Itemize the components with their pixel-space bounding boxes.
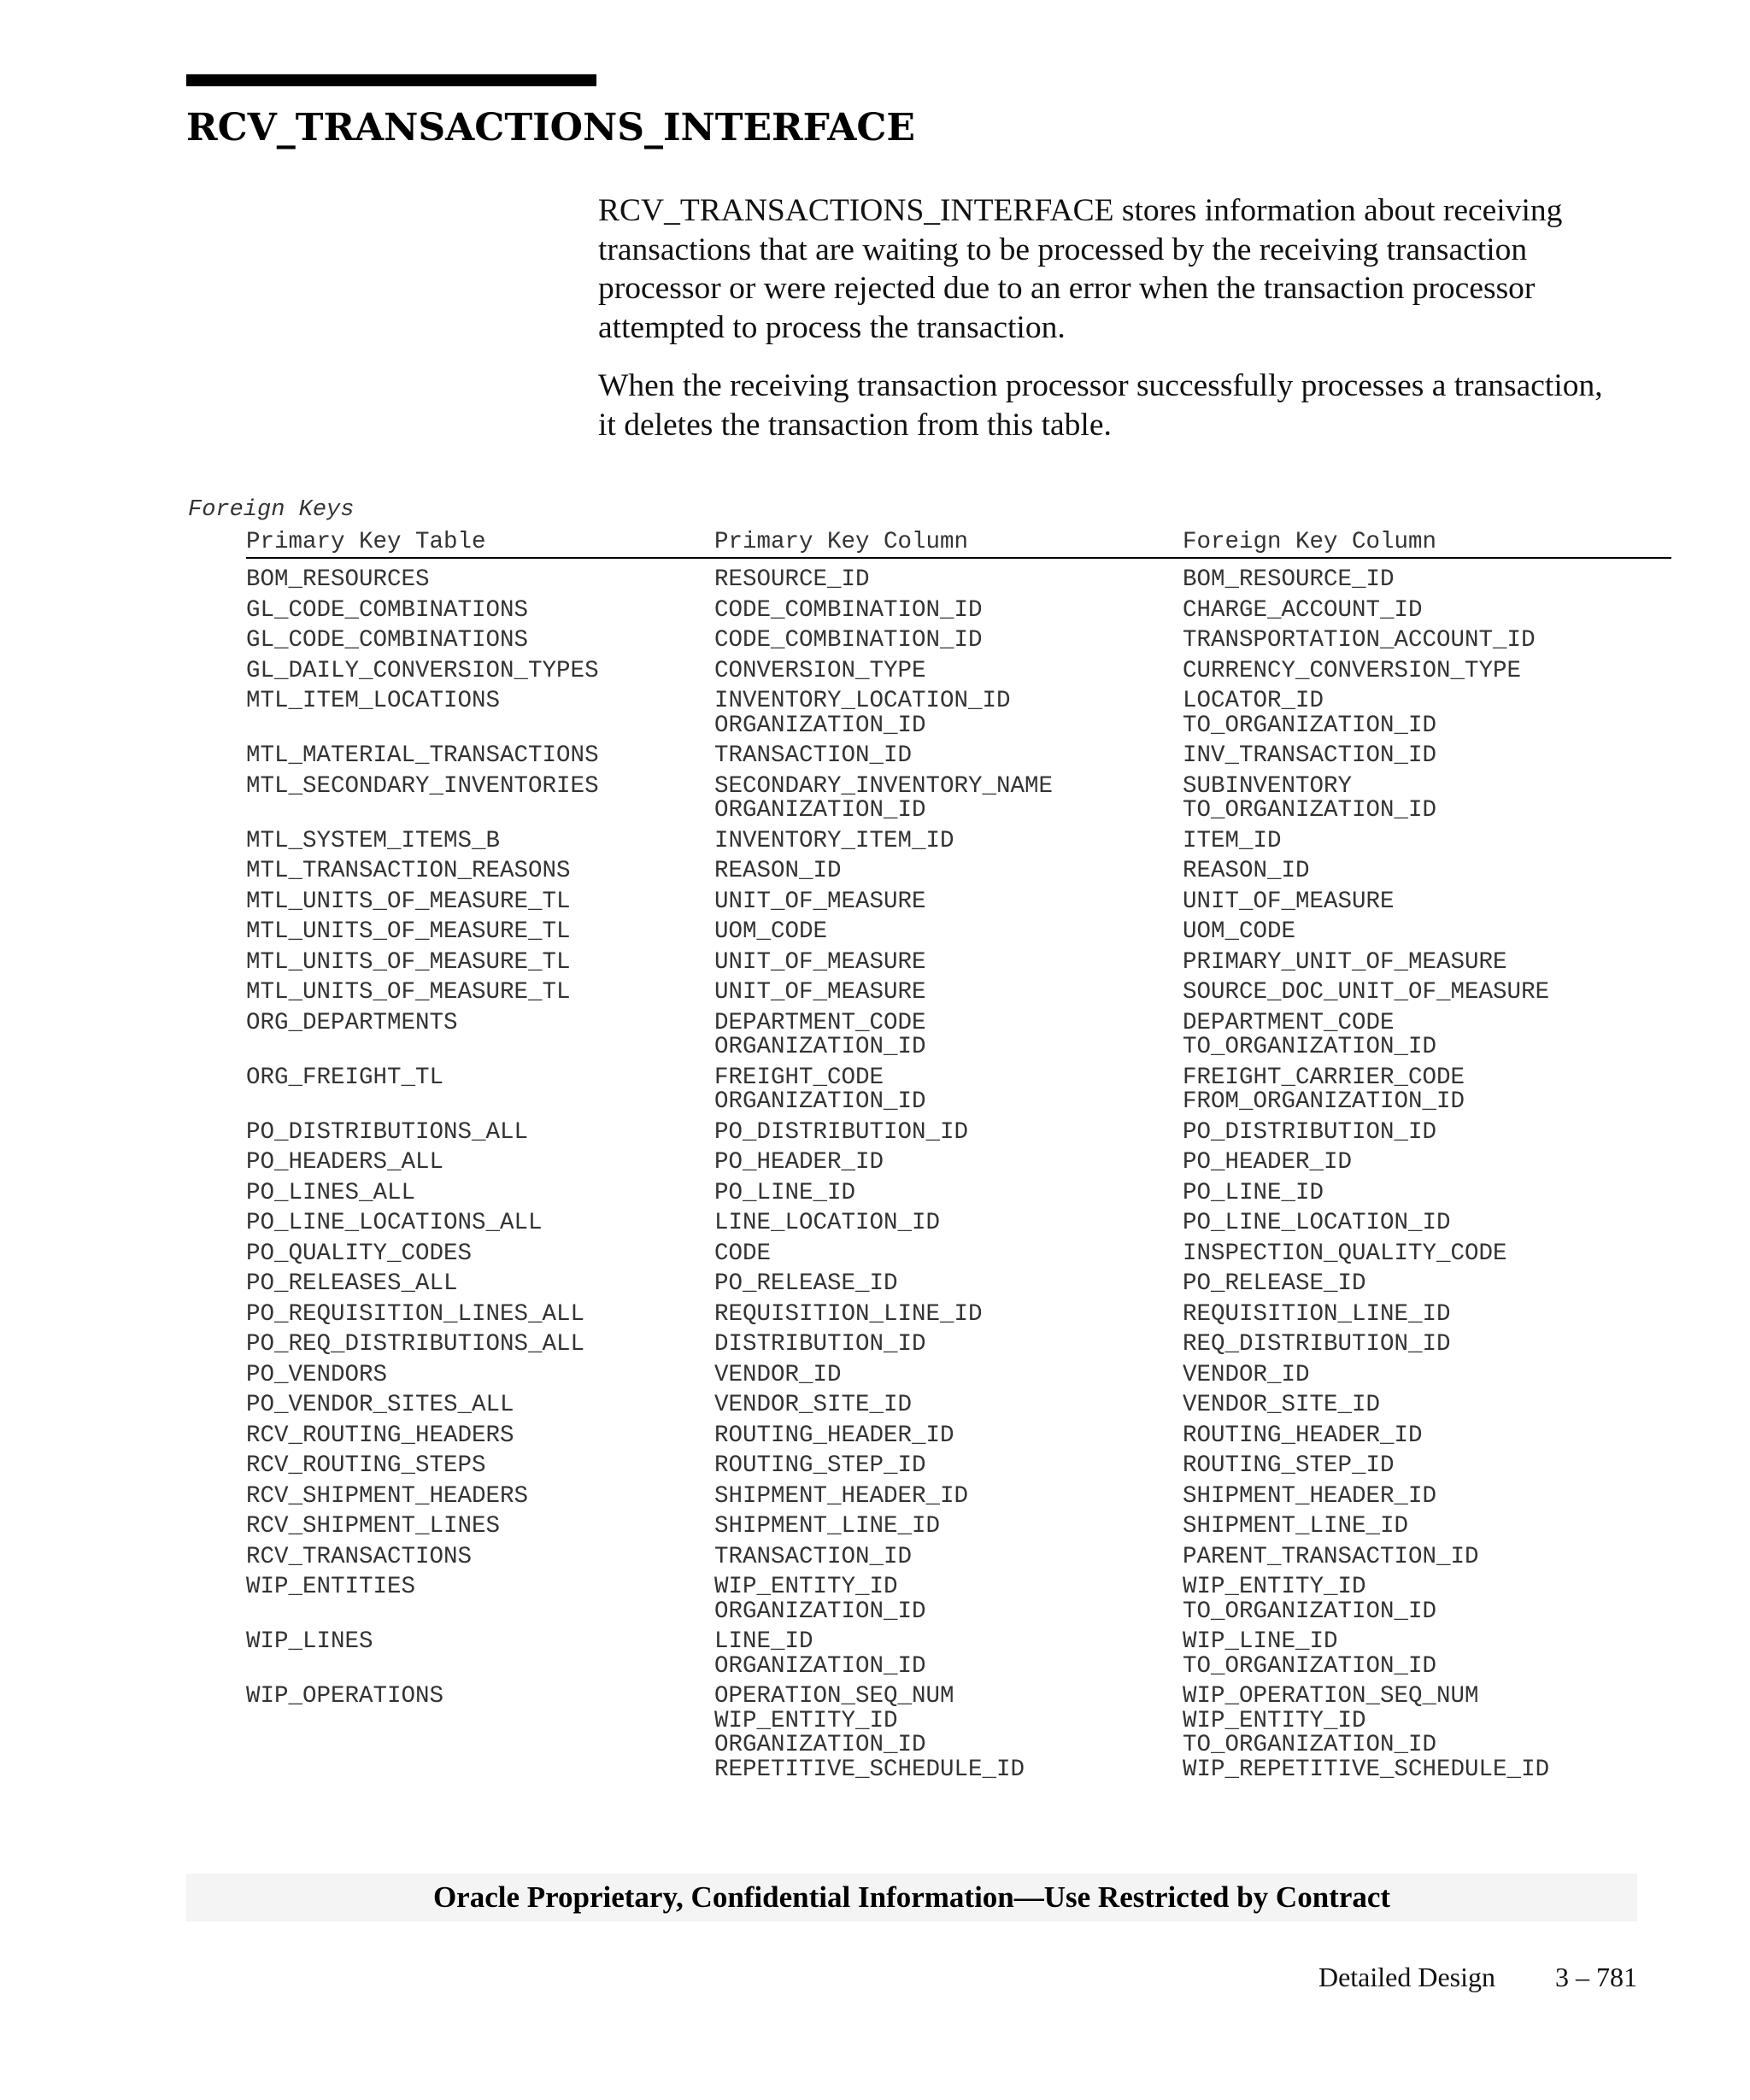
foreign-key-column-cell <box>1183 568 1671 593</box>
cell-text: RCV_TRANSACTIONS <box>246 1543 473 1570</box>
cell-text: PO_HEADER_ID <box>1183 1149 1353 1176</box>
foreign-key-column-cell <box>1183 1424 1671 1449</box>
cell-text: PO_QUALITY_CODES <box>246 1240 473 1267</box>
foreign-key-column-cell <box>1183 1272 1671 1297</box>
cell-text: PO_HEADERS_ALL <box>246 1149 444 1176</box>
primary-key-column-cell <box>714 920 1183 945</box>
table-row <box>246 657 1671 684</box>
cell-text: WIP_OPERATIONS <box>246 1683 444 1710</box>
foreign-key-column-cell <box>1183 1333 1671 1358</box>
header-primary-key-column: Primary Key Column <box>714 529 969 555</box>
cell-text: SHIPMENT_LINE_ID <box>714 1513 941 1540</box>
table-row <box>246 1685 1671 1782</box>
cell-text: VENDOR_ID <box>714 1361 842 1388</box>
confidential-banner <box>186 1874 1637 1921</box>
cell-text: MTL_SYSTEM_ITEMS_B <box>246 827 501 854</box>
foreign-key-column-cell <box>1183 1685 1671 1782</box>
header-primary-key-table: Primary Key Table <box>246 529 486 555</box>
table-row <box>246 890 1671 915</box>
primary-key-column-cell <box>714 1333 1183 1358</box>
cell-text: MTL_UNITS_OF_MEASURE_TL <box>246 888 571 915</box>
cell-text: PO_DISTRIBUTIONS_ALL <box>246 1118 529 1146</box>
cell-text: PO_RELEASE_ID <box>1183 1270 1366 1297</box>
cell-text: MTL_ITEM_LOCATIONS <box>246 688 501 714</box>
description-paragraph-2: When the receiving transaction processor successfully processes a transaction, it deletes the transaction from this table. <box>598 368 1603 443</box>
cell-text: WIP_LINE_ID <box>1183 1628 1338 1655</box>
cell-text: PO_LINES_ALL <box>246 1179 416 1206</box>
table-row <box>246 1151 1671 1176</box>
primary-key-column-cell <box>714 689 1183 738</box>
cell-text: GL_CODE_COMBINATIONS <box>246 627 529 654</box>
cell-text: PO_LINE_LOCATIONS_ALL <box>246 1210 543 1236</box>
table-row <box>246 596 1671 624</box>
cell-text: PO_DISTRIBUTION_ID <box>714 1118 969 1146</box>
cell-text: SOURCE_DOC_UNIT_OF_MEASURE <box>1183 979 1550 1006</box>
foreign-key-column-cell <box>1183 657 1671 684</box>
cell-text: CURRENCY_CONVERSION_TYPE <box>1183 657 1522 684</box>
primary-key-table-cell <box>246 1685 714 1782</box>
cell-text: TRANSACTION_ID <box>714 1543 913 1570</box>
primary-key-table-cell <box>246 1300 714 1328</box>
foreign-key-column-cell <box>1183 1151 1671 1176</box>
table-row <box>246 1630 1671 1679</box>
foreign-key-column-cell <box>1183 1118 1671 1146</box>
table-row <box>246 1009 1671 1060</box>
table-row <box>246 772 1671 824</box>
primary-key-table-cell <box>246 1242 714 1267</box>
cell-text: TO_ORGANIZATION_ID <box>1183 797 1437 824</box>
primary-key-column-cell <box>714 1300 1183 1328</box>
table-row <box>246 948 1671 976</box>
table-row <box>246 1575 1671 1624</box>
cell-text: WIP_ENTITY_ID <box>714 1707 898 1734</box>
foreign-key-column-cell <box>1183 1242 1671 1267</box>
cell-text: PO_VENDOR_SITES_ALL <box>246 1392 514 1418</box>
foreign-key-column-cell <box>1183 596 1671 624</box>
foreign-key-column-cell <box>1183 1066 1671 1115</box>
cell-text: CHARGE_ACCOUNT_ID <box>1183 596 1423 624</box>
foreign-key-column-cell <box>1183 859 1671 884</box>
cell-text: MTL_TRANSACTION_REASONS <box>246 858 571 884</box>
cell-text: REQUISITION_LINE_ID <box>714 1300 983 1328</box>
cell-text: ROUTING_STEP_ID <box>1183 1452 1395 1479</box>
cell-text: OPERATION_SEQ_NUM <box>714 1683 954 1710</box>
primary-key-table-cell <box>246 920 714 945</box>
cell-text: SUBINVENTORY <box>1183 772 1353 800</box>
header-rule <box>186 74 596 86</box>
foreign-key-column-cell <box>1183 827 1671 854</box>
table-row <box>246 1361 1671 1388</box>
foreign-key-column-cell <box>1183 1393 1671 1418</box>
cell-text: REPETITIVE_SCHEDULE_ID <box>714 1756 1025 1783</box>
primary-key-table-cell <box>246 1211 714 1236</box>
primary-key-table-cell <box>246 1151 714 1176</box>
cell-text: TRANSPORTATION_ACCOUNT_ID <box>1183 627 1536 654</box>
table-row <box>246 1393 1671 1418</box>
cell-text: UNIT_OF_MEASURE <box>1183 888 1395 915</box>
primary-key-table-cell <box>246 981 714 1006</box>
primary-key-column-cell <box>714 1211 1183 1236</box>
primary-key-table-cell <box>246 948 714 976</box>
cell-text: CODE_COMBINATION_ID <box>714 596 983 624</box>
primary-key-column-cell <box>714 859 1183 884</box>
table-row <box>246 1424 1671 1449</box>
primary-key-table-cell <box>246 657 714 684</box>
page-title: RCV_TRANSACTIONS_INTERFACE <box>186 106 915 150</box>
foreign-key-column-cell <box>1183 1211 1671 1236</box>
foreign-key-column-cell <box>1183 981 1671 1006</box>
cell-text: FREIGHT_CODE <box>714 1064 884 1091</box>
primary-key-column-cell <box>714 1482 1183 1510</box>
cell-text: PO_RELEASE_ID <box>714 1270 898 1297</box>
primary-key-column-cell <box>714 1575 1183 1624</box>
cell-text: GL_DAILY_CONVERSION_TYPES <box>246 657 599 684</box>
foreign-key-column-cell <box>1183 1482 1671 1510</box>
table-row <box>246 568 1671 593</box>
cell-text: MTL_MATERIAL_TRANSACTIONS <box>246 742 599 769</box>
table-row <box>246 1333 1671 1358</box>
primary-key-table-cell <box>246 1630 714 1679</box>
primary-key-column-cell <box>714 744 1183 769</box>
cell-text: PO_LINE_ID <box>1183 1179 1324 1206</box>
description <box>598 191 1624 464</box>
cell-text: DEPARTMENT_CODE <box>714 1009 926 1036</box>
cell-text: GL_CODE_COMBINATIONS <box>246 596 529 624</box>
foreign-keys-table <box>246 528 1671 1788</box>
table-row <box>246 1118 1671 1146</box>
cell-text: WIP_OPERATION_SEQ_NUM <box>1183 1683 1479 1710</box>
foreign-key-column-cell <box>1183 629 1671 654</box>
page-number: 3 – 781 <box>1555 1962 1637 1992</box>
cell-text: INVENTORY_LOCATION_ID <box>714 688 1011 714</box>
primary-key-table-cell <box>246 1393 714 1418</box>
primary-key-column-cell <box>714 981 1183 1006</box>
page-footer <box>1318 1962 1637 1993</box>
primary-key-table-cell <box>246 568 714 593</box>
cell-text: TRANSACTION_ID <box>714 742 913 769</box>
cell-text: ORGANIZATION_ID <box>714 1598 926 1625</box>
primary-key-column-cell <box>714 1424 1183 1449</box>
primary-key-column-cell <box>714 890 1183 915</box>
primary-key-column-cell <box>714 657 1183 684</box>
primary-key-table-cell <box>246 596 714 624</box>
section-name: Detailed Design <box>1318 1962 1495 1992</box>
cell-text: RESOURCE_ID <box>714 566 870 593</box>
primary-key-table-cell <box>246 629 714 654</box>
primary-key-table-cell <box>246 1515 714 1540</box>
table-row <box>246 981 1671 1006</box>
cell-text: ROUTING_HEADER_ID <box>1183 1422 1423 1449</box>
primary-key-column-cell <box>714 1179 1183 1206</box>
description-paragraph-1: RCV_TRANSACTIONS_INTERFACE stores information about receiving transactions that are waiting to be processed by the receiving transaction processor or were rejected due to an error when the transaction processor attempted to process the transaction. <box>598 193 1563 345</box>
cell-text: PO_LINE_ID <box>714 1179 856 1206</box>
cell-text: SHIPMENT_HEADER_ID <box>714 1482 969 1510</box>
cell-text: SHIPMENT_HEADER_ID <box>1183 1482 1437 1510</box>
cell-text: PO_RELEASES_ALL <box>246 1270 458 1297</box>
cell-text: RCV_ROUTING_HEADERS <box>246 1422 514 1449</box>
table-row <box>246 1300 1671 1328</box>
cell-text: ORGANIZATION_ID <box>714 797 926 824</box>
table-row <box>246 1179 1671 1206</box>
cell-text: ORG_DEPARTMENTS <box>246 1009 458 1036</box>
cell-text: TO_ORGANIZATION_ID <box>1183 1034 1437 1060</box>
primary-key-table-cell <box>246 1575 714 1624</box>
primary-key-table-cell <box>246 827 714 854</box>
table-row <box>246 629 1671 654</box>
cell-text: ORGANIZATION_ID <box>714 1034 926 1060</box>
cell-text: WIP_ENTITY_ID <box>1183 1707 1366 1734</box>
primary-key-table-cell <box>246 744 714 769</box>
cell-text: PO_HEADER_ID <box>714 1149 884 1176</box>
cell-text: MTL_UNITS_OF_MEASURE_TL <box>246 948 571 976</box>
cell-text: ITEM_ID <box>1183 827 1282 854</box>
primary-key-table-cell <box>246 1066 714 1115</box>
cell-text: LINE_LOCATION_ID <box>714 1210 941 1236</box>
table-row <box>246 1454 1671 1479</box>
cell-text: BOM_RESOURCES <box>246 566 430 593</box>
primary-key-column-cell <box>714 1242 1183 1267</box>
foreign-key-column-cell <box>1183 1454 1671 1479</box>
primary-key-column-cell <box>714 827 1183 854</box>
foreign-key-column-cell <box>1183 948 1671 976</box>
cell-text: DISTRIBUTION_ID <box>714 1331 926 1358</box>
cell-text: REASON_ID <box>714 858 842 884</box>
cell-text: PRIMARY_UNIT_OF_MEASURE <box>1183 948 1507 976</box>
cell-text: VENDOR_SITE_ID <box>714 1392 913 1418</box>
foreign-key-column-cell <box>1183 920 1671 945</box>
foreign-key-column-cell <box>1183 1361 1671 1388</box>
primary-key-column-cell <box>714 1009 1183 1060</box>
cell-text: ORGANIZATION_ID <box>714 1088 926 1115</box>
primary-key-table-cell <box>246 1454 714 1479</box>
primary-key-table-cell <box>246 1543 714 1570</box>
foreign-key-column-cell <box>1183 1515 1671 1540</box>
cell-text: RCV_SHIPMENT_HEADERS <box>246 1482 529 1510</box>
cell-text: MTL_SECONDARY_INVENTORIES <box>246 772 599 800</box>
foreign-key-column-cell <box>1183 772 1671 824</box>
primary-key-table-cell <box>246 689 714 738</box>
primary-key-table-cell <box>246 1482 714 1510</box>
primary-key-table-cell <box>246 1361 714 1388</box>
primary-key-table-cell <box>246 1333 714 1358</box>
foreign-key-column-cell <box>1183 1630 1671 1679</box>
primary-key-column-cell <box>714 1630 1183 1679</box>
primary-key-table-cell <box>246 1179 714 1206</box>
cell-text: UOM_CODE <box>714 918 828 945</box>
cell-text: ORGANIZATION_ID <box>714 1732 926 1758</box>
primary-key-column-cell <box>714 629 1183 654</box>
primary-key-column-cell <box>714 1454 1183 1479</box>
table-row <box>246 689 1671 738</box>
cell-text: INVENTORY_ITEM_ID <box>714 827 954 854</box>
header-foreign-key-column: Foreign Key Column <box>1183 529 1437 555</box>
primary-key-column-cell <box>714 1151 1183 1176</box>
table-row <box>246 1482 1671 1510</box>
table-header <box>246 528 1671 559</box>
cell-text: TO_ORGANIZATION_ID <box>1183 1652 1437 1680</box>
cell-text: TO_ORGANIZATION_ID <box>1183 1732 1437 1758</box>
foreign-key-column-cell <box>1183 744 1671 769</box>
cell-text: TO_ORGANIZATION_ID <box>1183 712 1437 739</box>
cell-text: CONVERSION_TYPE <box>714 657 926 684</box>
primary-key-column-cell <box>714 1515 1183 1540</box>
foreign-key-column-cell <box>1183 689 1671 738</box>
primary-key-table-cell <box>246 1424 714 1449</box>
foreign-key-column-cell <box>1183 1179 1671 1206</box>
foreign-key-column-cell <box>1183 1543 1671 1570</box>
primary-key-column-cell <box>714 1118 1183 1146</box>
cell-text: LOCATOR_ID <box>1183 688 1324 714</box>
cell-text: FROM_ORGANIZATION_ID <box>1183 1088 1465 1115</box>
primary-key-column-cell <box>714 1272 1183 1297</box>
table-row <box>246 859 1671 884</box>
cell-text: LINE_ID <box>714 1628 813 1655</box>
cell-text: SHIPMENT_LINE_ID <box>1183 1513 1409 1540</box>
cell-text: PARENT_TRANSACTION_ID <box>1183 1543 1479 1570</box>
primary-key-column-cell <box>714 596 1183 624</box>
table-row <box>246 1515 1671 1540</box>
cell-text: RCV_ROUTING_STEPS <box>246 1452 486 1479</box>
cell-text: ORGANIZATION_ID <box>714 712 926 739</box>
cell-text: WIP_ENTITIES <box>246 1574 416 1600</box>
foreign-key-column-cell <box>1183 1300 1671 1328</box>
cell-text: CODE_COMBINATION_ID <box>714 627 983 654</box>
cell-text: PO_VENDORS <box>246 1361 388 1388</box>
primary-key-column-cell <box>714 1361 1183 1388</box>
primary-key-column-cell <box>714 568 1183 593</box>
primary-key-column-cell <box>714 1066 1183 1115</box>
cell-text: CODE <box>714 1240 772 1267</box>
confidential-notice: Oracle Proprietary, Confidential Information––Use Restricted by Contract <box>432 1880 1391 1914</box>
primary-key-table-cell <box>246 1009 714 1060</box>
cell-text: PO_DISTRIBUTION_ID <box>1183 1118 1437 1146</box>
foreign-keys-label: Foreign Keys <box>188 497 355 523</box>
primary-key-table-cell <box>246 1272 714 1297</box>
primary-key-table-cell <box>246 890 714 915</box>
table-row <box>246 1211 1671 1236</box>
cell-text: REQUISITION_LINE_ID <box>1183 1300 1451 1328</box>
cell-text: REQ_DISTRIBUTION_ID <box>1183 1331 1451 1358</box>
primary-key-column-cell <box>714 1543 1183 1570</box>
cell-text: WIP_ENTITY_ID <box>714 1574 898 1600</box>
cell-text: VENDOR_SITE_ID <box>1183 1392 1381 1418</box>
primary-key-column-cell <box>714 948 1183 976</box>
cell-text: DEPARTMENT_CODE <box>1183 1009 1395 1036</box>
table-row <box>246 1543 1671 1570</box>
cell-text: ORGANIZATION_ID <box>714 1652 926 1680</box>
cell-text: MTL_UNITS_OF_MEASURE_TL <box>246 918 571 945</box>
cell-text: WIP_REPETITIVE_SCHEDULE_ID <box>1183 1756 1550 1783</box>
table-row <box>246 1272 1671 1297</box>
table-body <box>246 568 1671 1782</box>
foreign-key-column-cell <box>1183 1575 1671 1624</box>
cell-text: UNIT_OF_MEASURE <box>714 888 926 915</box>
foreign-key-column-cell <box>1183 890 1671 915</box>
cell-text: VENDOR_ID <box>1183 1361 1310 1388</box>
cell-text: SECONDARY_INVENTORY_NAME <box>714 772 1054 800</box>
table-row <box>246 827 1671 854</box>
table-row <box>246 1242 1671 1267</box>
cell-text: RCV_SHIPMENT_LINES <box>246 1513 501 1540</box>
cell-text: ORG_FREIGHT_TL <box>246 1064 444 1091</box>
cell-text: INV_TRANSACTION_ID <box>1183 742 1437 769</box>
cell-text: INSPECTION_QUALITY_CODE <box>1183 1240 1507 1267</box>
cell-text: WIP_ENTITY_ID <box>1183 1574 1366 1600</box>
primary-key-table-cell <box>246 772 714 824</box>
primary-key-column-cell <box>714 1685 1183 1782</box>
table-row <box>246 1066 1671 1115</box>
table-row <box>246 920 1671 945</box>
cell-text: PO_REQUISITION_LINES_ALL <box>246 1300 585 1328</box>
primary-key-table-cell <box>246 1118 714 1146</box>
primary-key-column-cell <box>714 772 1183 824</box>
cell-text: PO_REQ_DISTRIBUTIONS_ALL <box>246 1331 585 1358</box>
cell-text: TO_ORGANIZATION_ID <box>1183 1598 1437 1625</box>
cell-text: ROUTING_STEP_ID <box>714 1452 926 1479</box>
foreign-key-column-cell <box>1183 1009 1671 1060</box>
cell-text: UNIT_OF_MEASURE <box>714 979 926 1006</box>
primary-key-column-cell <box>714 1393 1183 1418</box>
table-row <box>246 744 1671 769</box>
cell-text: WIP_LINES <box>246 1628 373 1655</box>
cell-text: REASON_ID <box>1183 858 1310 884</box>
cell-text: UNIT_OF_MEASURE <box>714 948 926 976</box>
cell-text: ROUTING_HEADER_ID <box>714 1422 954 1449</box>
cell-text: MTL_UNITS_OF_MEASURE_TL <box>246 979 571 1006</box>
cell-text: PO_LINE_LOCATION_ID <box>1183 1210 1451 1236</box>
cell-text: UOM_CODE <box>1183 918 1296 945</box>
cell-text: BOM_RESOURCE_ID <box>1183 566 1395 593</box>
primary-key-table-cell <box>246 859 714 884</box>
cell-text: FREIGHT_CARRIER_CODE <box>1183 1064 1465 1091</box>
